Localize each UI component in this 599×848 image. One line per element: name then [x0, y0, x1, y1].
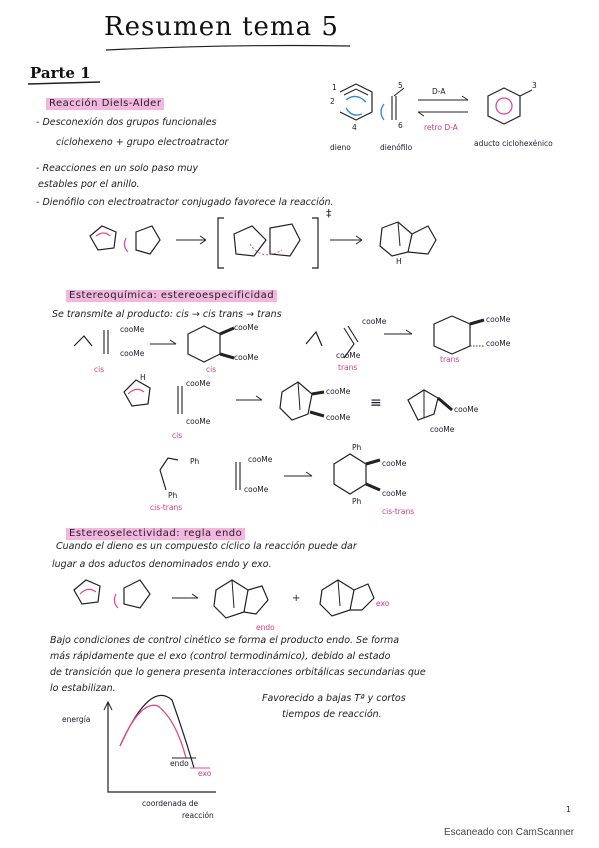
stereospecificity-heading: Estereoquímica: estereoespecificidad — [66, 290, 277, 302]
h-label-1: H — [396, 257, 402, 266]
cis-trans-label-2: cis-trans — [382, 507, 415, 516]
atom-number-5: 5 — [398, 81, 403, 90]
bullet-dienophile: - Dienófilo con electroatractor conjugado favorece la reacción. — [36, 197, 334, 208]
exo-product-label: exo — [376, 599, 390, 608]
coome-label-16: cooMe — [244, 485, 269, 494]
ph-label-4: Ph — [352, 497, 362, 506]
kinetic-para-line-2: más rápidamente que el exo (control termodinámico), debido al estado — [50, 651, 391, 662]
coome-label-10: cooMe — [186, 417, 211, 426]
diels-alder-heading: Reacción Diels-Alder — [46, 98, 164, 110]
coome-label-14: cooMe — [430, 425, 455, 434]
coome-label-5: cooMe — [362, 317, 387, 326]
bullet-one-step: - Reacciones en un solo paso muy — [36, 163, 199, 174]
atom-number-4: 4 — [352, 123, 357, 132]
retro-da-label: retro D-A — [424, 123, 458, 132]
cis-trans-label-1: cis-trans — [150, 503, 183, 512]
coome-label-13: cooMe — [454, 405, 479, 414]
ph-label-1: Ph — [190, 457, 200, 466]
energy-axis-label: energía — [62, 715, 91, 724]
ph-label-3: Ph — [352, 443, 362, 452]
plus-sign: + — [292, 593, 301, 604]
coome-label-3: cooMe — [234, 323, 259, 332]
coome-label-18: cooMe — [382, 489, 407, 498]
kinetic-para-line-1: Bajo condiciones de control cinético se forma el producto endo. Se forma — [50, 635, 400, 646]
kinetic-para-line-3: de transición que lo genera presenta interacciones orbitálicas secundarias que — [50, 667, 426, 678]
stereo-transmission-line: Se transmite al producto: cis → cis trans → trans — [52, 309, 282, 320]
endo-level-label: endo — [170, 759, 189, 768]
cis-label-1: cis — [94, 365, 105, 374]
h-label-2: H — [140, 373, 146, 382]
coome-label-1: cooMe — [120, 325, 145, 334]
coome-label-15: cooMe — [248, 455, 273, 464]
coome-label-7: cooMe — [486, 315, 511, 324]
atom-number-3: 3 — [532, 81, 537, 90]
coome-label-4: cooMe — [234, 353, 259, 362]
trans-label-1: trans — [338, 363, 358, 372]
coome-label-17: cooMe — [382, 459, 407, 468]
scanner-watermark: Escaneado con CamScanner — [444, 827, 575, 838]
reaction-coordinate-label-1: coordenada de — [142, 799, 199, 808]
cis-label-3: cis — [172, 431, 183, 440]
page-title: Resumen tema 5 — [104, 12, 339, 42]
atom-number-2: 2 — [330, 97, 335, 106]
bullet-disconnection: - Desconexión dos grupos funcionales — [36, 117, 217, 128]
atom-number-6: 6 — [398, 121, 403, 130]
atom-number-1: 1 — [332, 83, 337, 92]
endo-product-label: endo — [256, 623, 275, 632]
low-temp-note-1: Favorecido a bajas Tª y cortos — [262, 693, 406, 704]
coome-label-9: cooMe — [186, 379, 211, 388]
transition-state-mark: ‡ — [326, 207, 332, 220]
diene-label: dieno — [330, 143, 351, 152]
cis-label-2: cis — [206, 365, 217, 374]
exo-level-label: exo — [198, 769, 212, 778]
coome-label-6: cooMe — [336, 351, 361, 360]
coome-label-11: cooMe — [326, 387, 351, 396]
endo-rule-line-2: lugar a dos aductos denominados endo y exo. — [52, 559, 272, 570]
reaction-coordinate-label-2: reacción — [182, 811, 214, 820]
ph-label-2: Ph — [168, 491, 178, 500]
bullet-disconnection-detail: ciclohexeno + grupo electroatractor — [56, 137, 229, 148]
bullet-one-step-detail: estables por el anillo. — [38, 179, 140, 190]
part-heading: Parte 1 — [30, 64, 91, 82]
endo-rule-heading: Estereoselectividad: regla endo — [66, 528, 245, 540]
page-number: 1 — [566, 805, 571, 814]
endo-rule-line-1: Cuando el dieno es un compuesto cíclico la reacción puede dar — [56, 541, 357, 552]
coome-label-8: cooMe — [486, 339, 511, 348]
dienophile-label: dienófilo — [380, 143, 413, 152]
kinetic-para-line-4: lo estabilizan. — [50, 683, 116, 694]
adduct-label: aducto ciclohexénico — [474, 139, 553, 148]
equivalence-sign: ≡ — [370, 395, 382, 411]
low-temp-note-2: tiempos de reacción. — [282, 709, 382, 720]
trans-label-2: trans — [440, 355, 460, 364]
forward-da-label: D-A — [432, 87, 446, 96]
coome-label-2: cooMe — [120, 349, 145, 358]
coome-label-12: cooMe — [326, 413, 351, 422]
